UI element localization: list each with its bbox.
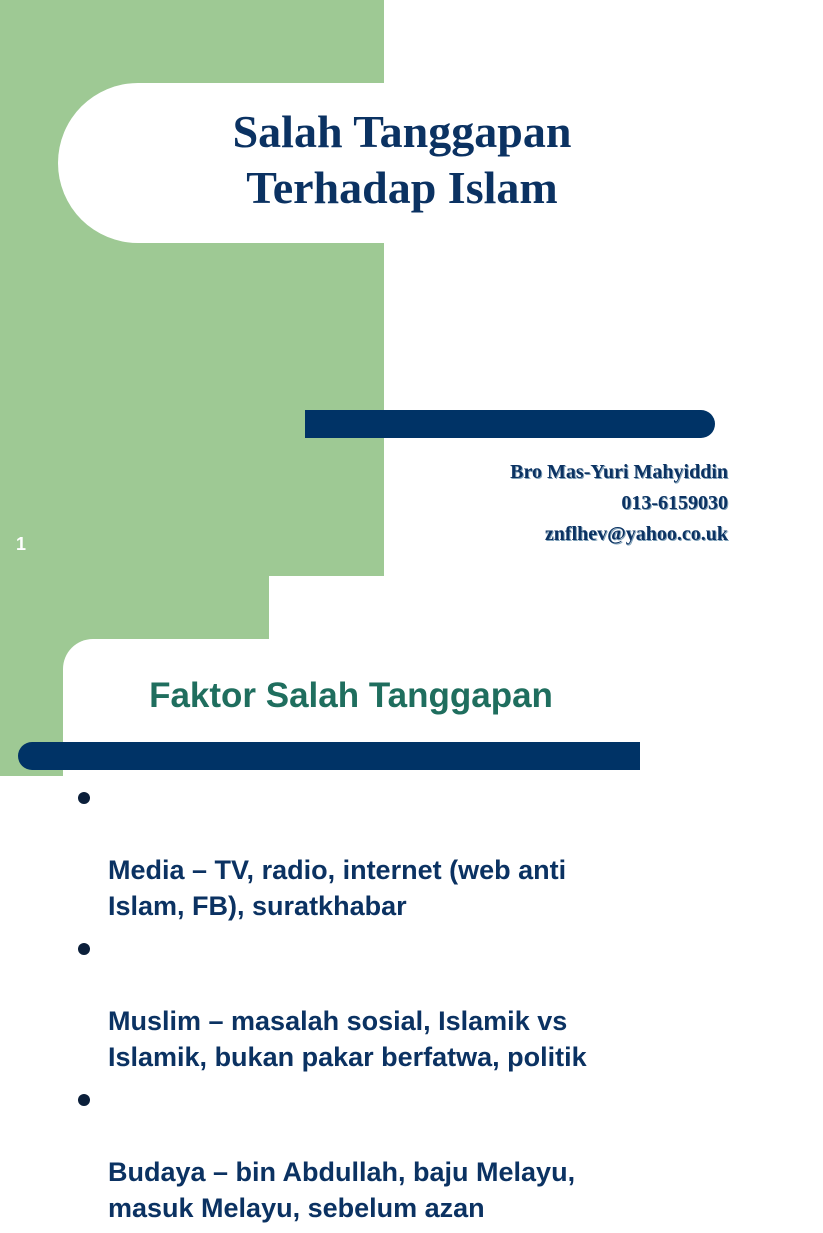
bullet-dot-icon <box>78 943 90 955</box>
author-phone: 013-6159030 <box>621 492 728 514</box>
list-item-text: Media – TV, radio, internet (web anti Islam, FB), suratkhabar <box>108 855 567 921</box>
title-line-1: Salah Tanggapan <box>232 106 572 157</box>
list-item <box>78 1082 678 1226</box>
title-line-2: Terhadap Islam <box>246 162 558 213</box>
slide-2-title: Faktor Salah Tanggapan <box>149 676 553 715</box>
slide-2 <box>0 576 768 1223</box>
list-item-text: Muslim – masalah sosial, Islamik vs Islamik, bukan pakar berfatwa, politik <box>108 1006 587 1072</box>
navy-divider-bar <box>18 742 640 770</box>
author-email[interactable]: znflhev@yahoo.co.uk <box>544 523 728 545</box>
bullet-dot-icon <box>78 1094 90 1106</box>
list-item-text: Budaya – bin Abdullah, baju Melayu, masuk Melayu, sebelum azan <box>108 1157 576 1223</box>
bullet-dot-icon <box>78 792 90 804</box>
navy-divider-bar <box>305 410 715 438</box>
bullet-list <box>78 780 678 1233</box>
author-block <box>510 457 728 550</box>
list-item <box>78 931 678 1075</box>
author-name: Bro Mas-Yuri Mahyiddin <box>510 461 728 483</box>
slide-1 <box>0 0 768 576</box>
slide-1-title <box>110 104 694 216</box>
slide-number: 1 <box>16 534 27 554</box>
list-item <box>78 780 678 924</box>
